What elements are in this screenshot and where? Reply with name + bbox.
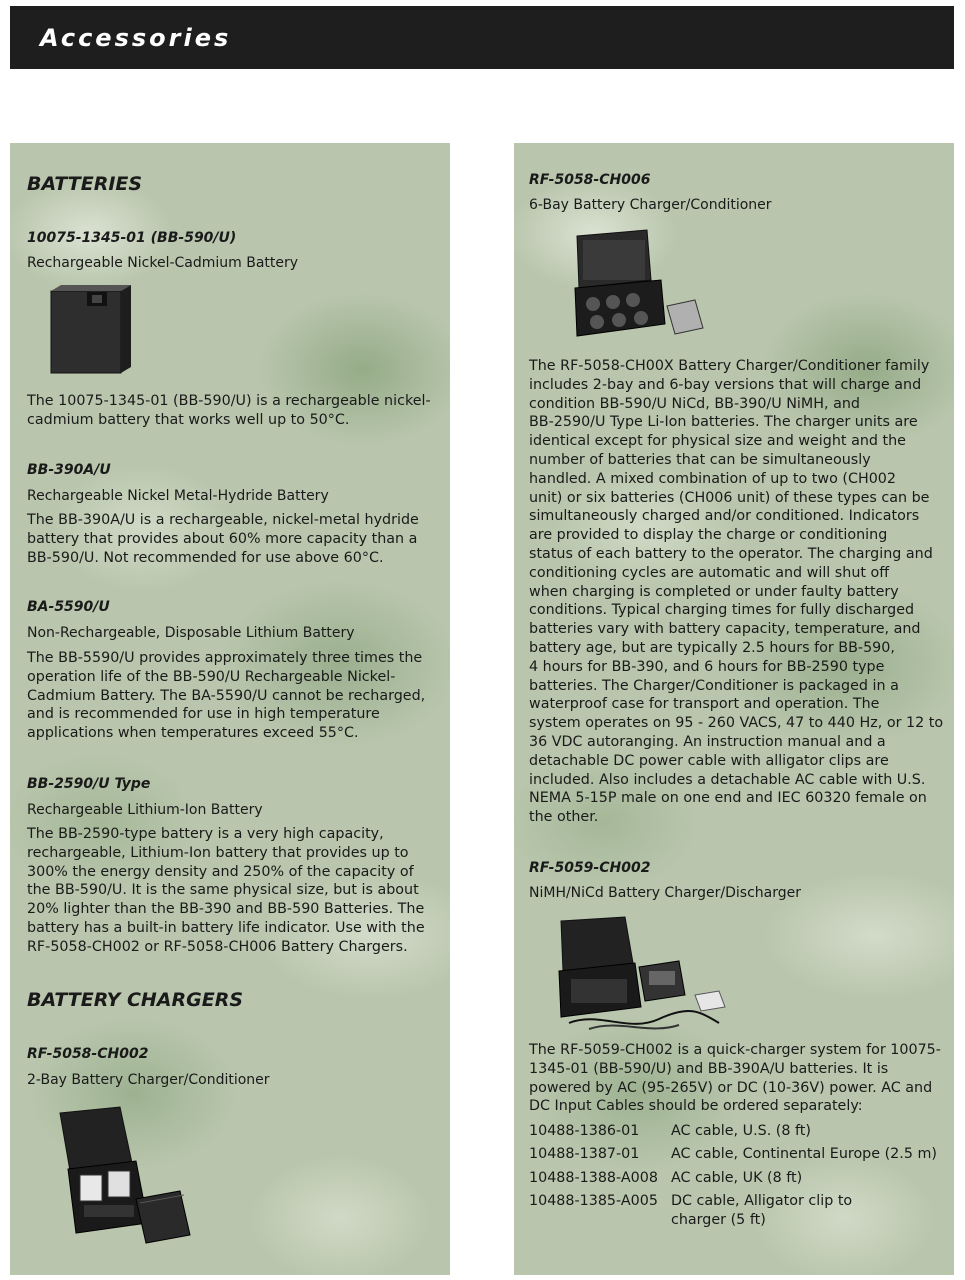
cable-part-number: 10488-1388-A008 [529,1169,658,1186]
batteries-heading: BATTERIES [27,173,143,195]
right-panel [514,143,954,1275]
cable-description: AC cable, Continental Europe (2.5 m) [671,1146,937,1163]
table-row [529,1169,937,1192]
table-row [529,1145,937,1168]
ch5059-description: The RF-5059-CH002 is a quick-charger system for 10075- 1345-01 (BB-590/U) and BB-390A/U batteries. It is powered by AC (95-265V) or DC (10-36V) power. AC and DC Input Cables should be ordered separately: [529,1042,941,1115]
ch006-charger-image [569,228,709,343]
cable-description: AC cable, U.S. (8 ft) [671,1123,811,1139]
ch002-charger-image [40,1103,200,1253]
bb590-subtitle: Rechargeable Nickel-Cadmium Battery [27,255,299,271]
table-row [529,1122,937,1145]
ch5059-charger-image [549,915,729,1035]
ba5590-subtitle: Non-Rechargeable, Disposable Lithium Battery [27,625,355,641]
ch006-subtitle: 6-Bay Battery Charger/Conditioner [529,197,772,213]
cable-part-number: 10488-1385-A005 [529,1193,658,1210]
bb590-battery-image [47,283,137,378]
table-row [529,1192,937,1234]
bb2590-code: BB-2590/U Type [27,776,151,792]
left-panel [10,143,450,1275]
ch006-code: RF-5058-CH006 [529,172,651,188]
ba5590-code: BA-5590/U [27,599,110,615]
header-bar [10,6,954,69]
battery-chargers-heading: BATTERY CHARGERS [27,989,244,1011]
ch002-subtitle: 2-Bay Battery Charger/Conditioner [27,1072,270,1088]
bb590-code: 10075-1345-01 (BB-590/U) [27,230,237,246]
ch006-description: The RF-5058-CH00X Battery Charger/Conditioner family includes 2-bay and 6-bay versions that will charge and condition BB-590/U NiCd, BB-390/U NiMH, and BB-2590/U Type Li-Ion batteries. The charger units are identical except for physical size and weight and the number of batteries that can be simultaneously handled. A mixed combination of up to two (CH002 unit) or six batteries (CH006 unit) of these types can be simultaneously charged and/or conditioned. Indicators are provided to display the charge or conditioning status of each battery to the operator. The charging and conditioning cycles are automatic and will shut off when charging is completed or under faulty battery conditions. Typical charging times for fully discharged batteries vary with battery capacity, temperature, and battery age, but are typically 2.5 hours for BB-590, 4 hours for BB-390, and 6 hours for BB-2590 type batteries. The Charger/Conditioner is packaged in a waterproof case for transport and operation. The system operates on 95 - 260 VACS, 47 to 440 Hz, or 12 to 36 VDC autoranging. An instruction manual and a detachable DC power cable with alligator clips are included. Also includes a detachable AC cable with U.S. NEMA 5-15P male on one end and IEC 60320 female on the other. [529,358,944,826]
ch5059-subtitle: NiMH/NiCd Battery Charger/Discharger [529,885,802,901]
ba5590-description: The BB-5590/U provides approximately three times the operation life of the BB-590/U Rechargeable Nickel- Cadmium Battery. The BA-5590/U cannot be recharged, and is recommended for use in high temperature applications when temperatures exceed 55°C. [27,650,426,742]
bb390-description: The BB-390A/U is a rechargeable, nickel-metal hydride battery that provides about 60% more capacity than a BB-590/U. Not recommended for use above 60°C. [27,512,419,566]
bb390-subtitle: Rechargeable Nickel Metal-Hydride Battery [27,488,329,504]
bb2590-subtitle: Rechargeable Lithium-Ion Battery [27,802,263,818]
bb2590-description: The BB-2590-type battery is a very high capacity, rechargeable, Lithium-Ion battery that provides up to 300% the energy density and 250% of the capacity of the BB-590/U. It is the same physical size, but is about 20% lighter than the BB-390 and BB-590 Batteries. The battery has a built-in battery life indicator. Use with the RF-5058-CH002 or RF-5058-CH006 Battery Chargers. [27,826,425,955]
cable-description: AC cable, UK (8 ft) [671,1169,803,1186]
cable-part-number: 10488-1386-01 [529,1123,640,1139]
page-title: Accessories [40,24,232,52]
cable-part-number: 10488-1387-01 [529,1146,640,1163]
ch002-code: RF-5058-CH002 [27,1046,149,1062]
cable-table [529,1122,937,1234]
bb590-description: The 10075-1345-01 (BB-590/U) is a rechargeable nickel- cadmium battery that works well up to 50°C. [27,393,431,428]
cable-description: DC cable, Alligator clip to charger (5 ft) [671,1193,853,1228]
bb390-code: BB-390A/U [27,462,111,478]
ch5059-code: RF-5059-CH002 [529,860,651,876]
